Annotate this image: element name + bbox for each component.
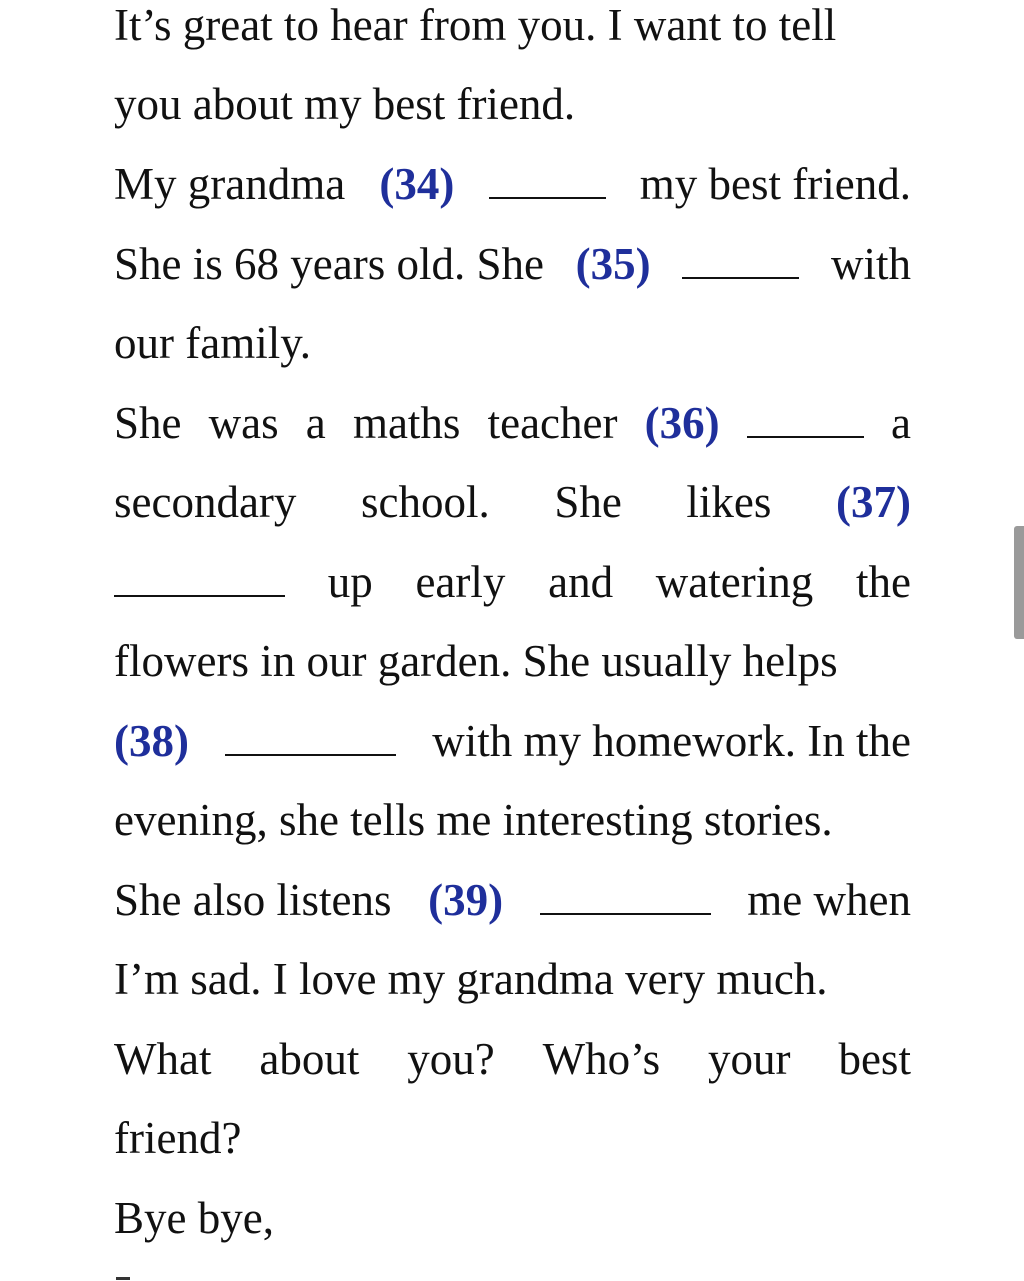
q39-line-2: I’m sad. I love my grandma very much. <box>114 954 828 1004</box>
q39-text-before: She also listens <box>114 875 392 925</box>
q36-text-after: a <box>890 398 911 448</box>
q36-word: a <box>305 398 326 448</box>
closing-line-2: friend? <box>114 1113 242 1163</box>
q37-word: secondary <box>114 477 297 527</box>
q37-number: (37) <box>835 477 911 527</box>
intro-line-2: you about my best friend. <box>114 79 576 129</box>
q36-word: She <box>114 398 182 448</box>
q37-blank <box>114 557 285 597</box>
q37-word: She <box>554 477 622 527</box>
question-39-line <box>114 870 911 930</box>
q36-word: was <box>208 398 279 448</box>
question-36-line <box>114 393 911 453</box>
q39-text-after: me when <box>747 875 911 925</box>
intro-line-1: It’s great to hear from you. I want to tell <box>114 0 837 50</box>
q35-blank <box>682 239 799 279</box>
q37-line-3: flowers in our garden. She usually helps <box>114 636 838 686</box>
q36-word: teacher <box>487 398 618 448</box>
q37-after-word: early <box>415 557 506 607</box>
bye-line: Bye bye, <box>114 1193 274 1243</box>
q37-word: school. <box>361 477 490 527</box>
closing-word: you? <box>407 1034 495 1084</box>
q35-line-2: our family. <box>114 318 312 368</box>
question-38-line <box>114 711 911 771</box>
q34-text-after: my best friend. <box>639 159 911 209</box>
scrollbar-thumb[interactable] <box>1014 526 1024 639</box>
closing-word: What <box>114 1034 212 1084</box>
q38-text-after: with my homework. In the <box>432 716 911 766</box>
q37-after-word: and <box>548 557 614 607</box>
closing-question-line <box>114 1029 911 1089</box>
clipped-next-line <box>116 1270 130 1281</box>
q35-text-before: She is 68 years old. She <box>114 239 544 289</box>
closing-word: best <box>838 1034 911 1084</box>
q39-number: (39) <box>428 875 504 925</box>
q36-word: maths <box>352 398 461 448</box>
q34-number: (34) <box>379 159 455 209</box>
q37-word: likes <box>686 477 772 527</box>
closing-word: Who’s <box>542 1034 661 1084</box>
q36-number: (36) <box>644 398 720 448</box>
closing-word: about <box>259 1034 360 1084</box>
q39-blank <box>540 875 711 915</box>
q37-blank-line <box>114 552 911 612</box>
q36-blank <box>747 398 864 438</box>
closing-word: your <box>708 1034 791 1084</box>
question-34-line <box>114 154 911 214</box>
q38-number: (38) <box>114 716 189 766</box>
question-37-line <box>114 472 911 532</box>
question-35-line <box>114 234 911 294</box>
q37-after-word: up <box>327 557 373 607</box>
q35-number: (35) <box>575 239 651 289</box>
q34-blank <box>489 159 606 199</box>
q38-blank <box>225 716 396 756</box>
q35-text-after: with <box>830 239 911 289</box>
q37-after-word: the <box>855 557 911 607</box>
q37-after-word: watering <box>655 557 814 607</box>
q34-text-before: My grandma <box>114 159 346 209</box>
q38-line-2: evening, she tells me interesting stories. <box>114 795 833 845</box>
